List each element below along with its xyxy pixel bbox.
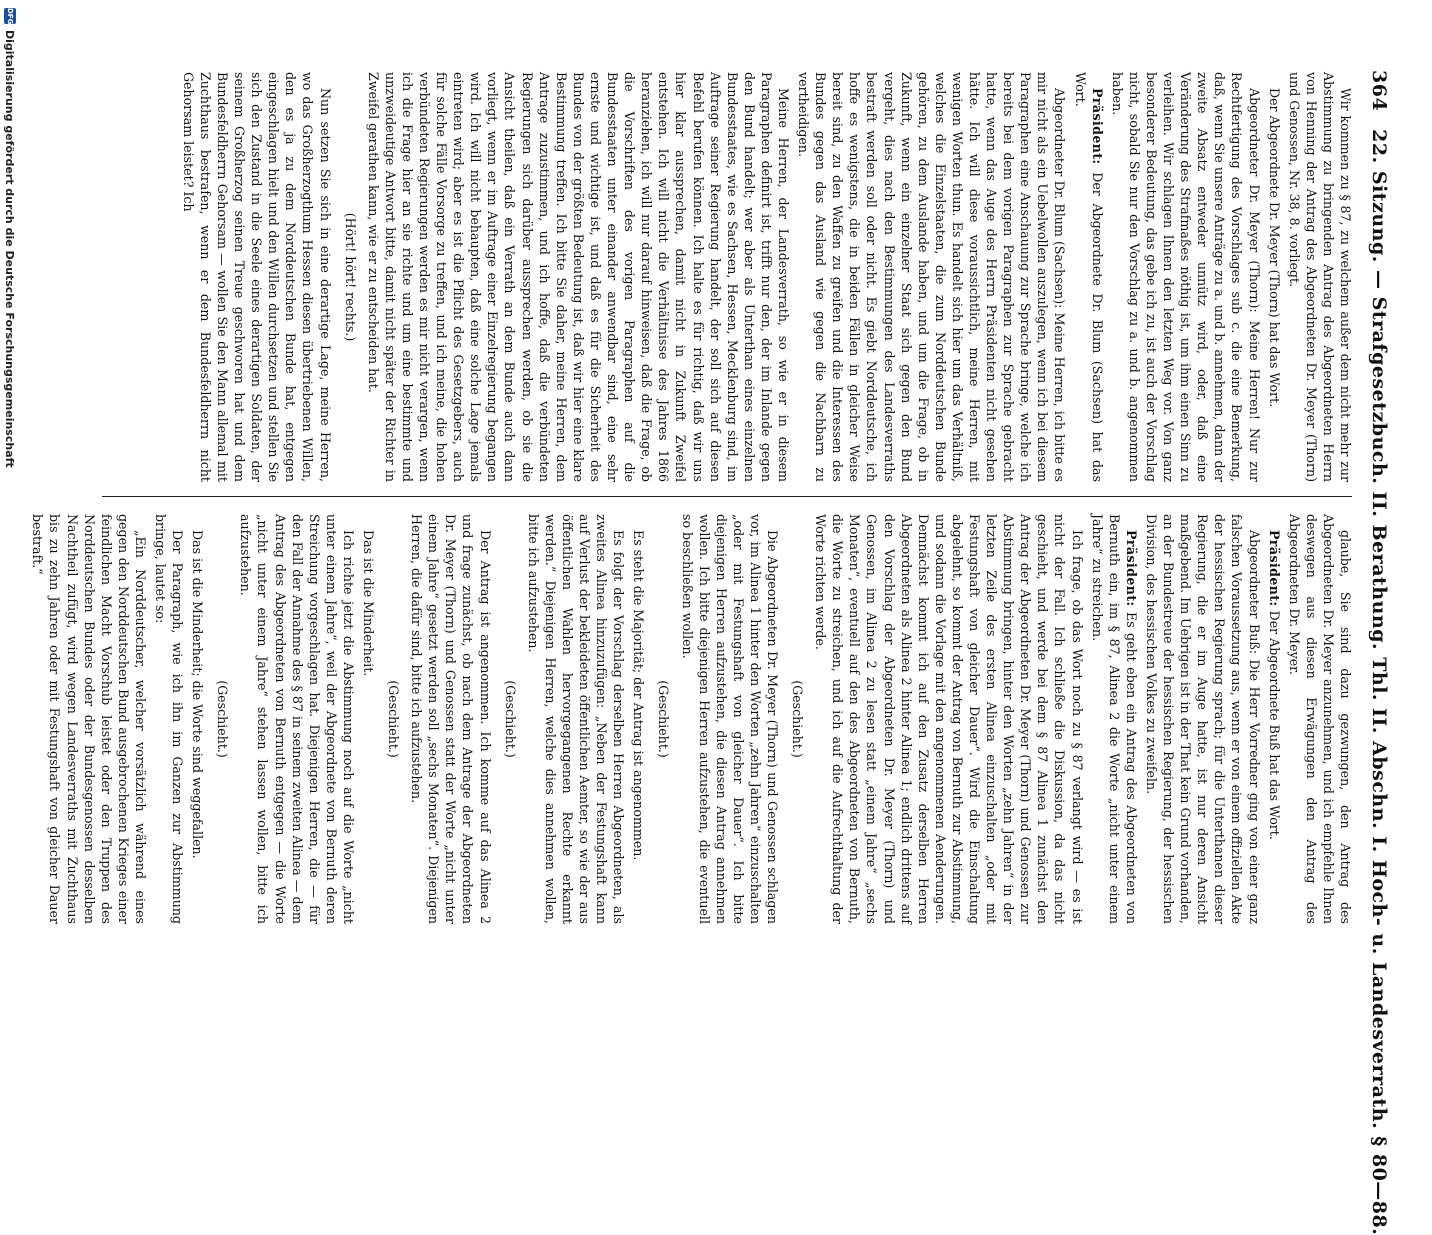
body-paragraph: Abgeordneter Buß: Die Herr Vorredner ging von einer ganz falschen Voraussetzung aus, wenn er von einem offiziellen Akte der hessischen Regierung sprach; für die Unterthanen dieser Regierung, die er im Auge hatte, ist nur deren Ansicht maßgebend. Im Uebrigen ist in der That kein Grund vorhanden, an der Bundestreue der hessischen Regierung, der hessischen Division, des hessischen Volkes zu zweifeln. [1143, 514, 1262, 924]
speaker-label: Präsident: [1089, 88, 1105, 165]
stage-direction: (Geschieht.) [790, 680, 806, 758]
body-paragraph: Ich frage, ob das Wort noch zu § 87 verlangt wird — es ist nicht der Fall. Ich schließe die Diskussion, da das nicht geschieht, und werde bei dem § 87 Alinea 1 zunächst den Antrag der Abgeordneten Dr. Meyer (Thorn) und Genossen zur Abstimmung bringen, hinter den Worten „zehn Jahren“ in der letzten Zeile des ersten Alinea einzuschalten „oder mit Festungshaft von gleicher Dauer“. Wird die Einschaltung abgelehnt, so kommt der Antrag von Bernuth zur Abstimmung, und sodann die Vorlage mit den angenommenen Aenderungen. Demnächst kommt ich auf den Zusatz derselben Herren Abgeordneten als Alinea 2 hinter Alinea 1; endlich drittens auf den Vorschlag der Abgeordneten Dr. Meyer (Thorn) und Genossen, im Alinea 2 zu lesen statt „einem Jahre“ „sechs Monaten“, eventuell auf den des Abgeordneten von Bernuth, die Worte zu streichen, und ich auf die Aufrechthaltung der Worte richten werde. [813, 514, 1085, 924]
body-paragraph: Ich richte jetzt die Abstimmung noch auf die Worte „nicht unter einem Jahre“, weil der Abgeordnete von Bernuth deren Streichung vorgeschlagen hat. Diejenigen Herren, die — für den Fall der Annahme des § 87 in seinem zweiten Alinea — dem Antrag des Abgeordneten von Bernuth entgegen — die Worte „nicht unter einem Jahre“ stehen lassen wollen, bitte ich aufzustehen. [238, 514, 356, 924]
speaker-paragraph [1072, 72, 1106, 482]
body-paragraph: Es steht die Majorität; der Antrag ist angenommen. [631, 530, 647, 861]
stage-direction: (Geschieht.) [386, 680, 402, 758]
body-paragraph: Nun setzen Sie sich in eine derartige Lage, meine Herren, wo das Großherzogthum Hessen diesen übertriebenen Willen, den es ja zu dem Norddeutschen Bunde hat, entgegen eingeschlagen hielt und den Willen durchsetzen und stellen Sie sich den Zustand in die Seele eines derartigen Soldaten, der seinem Großherzog seinen Treue geschworen hat und dem Bundesfeldherrn Gehorsam — wollen Sie den Mann allemal mit Zuchthaus bestrafen, wenn er dem Bundesfeldherrn nicht Gehorsam leistet? Ich [180, 72, 333, 482]
body-paragraph: Es folgt der Vorschlag derselben Herren Abgeordneten, als zweites Alinea hinzuzufügen: „Neben der Festungshaft kann auf Verlust der bekleideten öffentlichen Aemter, so wie der aus öffentlichen Wahlen hervorgegangenen Rechte erkannt werden.“ Diejenigen Herren, welche dies annehmen wollen, bitte ich aufzustehen. [525, 514, 627, 924]
body-paragraph: Abgeordneter Dr. Blum (Sachsen): Meine Herren, ich bitte es mir nicht als ein Uebelwollen auszulegen, wenn ich bei diesem Paragraphen eine Anschauung zur Sprache bringe, welche ich bereits bei dem vorigen Paragraphen zur Sprache gebracht hatte, wenn das Auge des Herrn Präsidenten nicht gesehen hätte. Ich will diese voraussichtlich, meine Herren, mit wenigen Worten thun. Es handelt sich hier um das Verhältniß, welches die Einzelstaaten, die zum Norddeutschen Bunde gehören, zu dem Auslande haben, und um die Frage, ob in Zukunft, wenn ein einzelner Staat sich gegen den Bund vergeht, dies nach den Bestimmungen des Landesverraths bestraft werden soll oder nicht. Es giebt Norddeutsche, ich hoffe es wenigstens, die in beiden Fällen in gleicher Weise bereit sind, zu den Waffen zu greifen und die Interessen des Bundes gegen das Ausland wie gegen die Nachbarn zu vertheidigen. [796, 72, 1068, 482]
speaker-label: Präsident: [1123, 530, 1139, 607]
page-number: 364 [1368, 70, 1390, 112]
speaker-text: Der Abgeordnete Dr. Blum (Sachsen) hat das Wort. [1072, 72, 1105, 482]
speaker-label: Präsident: [1266, 530, 1282, 607]
page-header [1364, 70, 1394, 1235]
speaker-paragraph [1089, 514, 1140, 924]
body-paragraph: „Ein Norddeutscher, welcher vorsätzlich während eines gegen den Norddeutschen Bund ausgebrochenen Krieges einer feindlichen Macht Vorschub leistet oder den Truppen des Norddeutschen Bundes oder der Bundesgenossen desselben Nachtheil zufügt, wird wegen Landesverraths mit Zuchthaus bis zu zehn Jahren oder mit Festungshaft von gleicher Dauer bestraft.“ [30, 514, 148, 924]
stage-direction: (Geschieht.) [502, 680, 518, 758]
body-paragraph: Der Abgeordnete Dr. Meyer (Thorn) hat das Wort. [1266, 88, 1282, 408]
body-paragraph: Der Antrag ist angenommen. Ich komme auf das Alinea 2 und frage zunächst, ob nach dem Antrage der Abgeordneten Dr. Meyer (Thorn) und Genossen statt der Worte „nicht unter einem Jahre“ gesetzt werden soll „sechs Monaten“. Diejenigen Herren, die dafür sind, bitte ich aufzustehen. [409, 514, 493, 924]
speaker-text: Der Abgeordnete Buß hat das Wort. [1266, 610, 1282, 840]
footer-credit: Digitalisierung gefördert durch die Deutsche Forschungsgemeinschaft [3, 30, 17, 468]
running-title: 22. Sitzung. — Strafgesetzbuch. II. Berathung. Thl. II. Abschn. I. Hoch- u. Landesverrath. § 80—88. [1368, 129, 1390, 1235]
body-paragraph: glaube, Sie sind dazu gezwungen, den Antrag des Abgeordneten Dr. Meyer anzunehmen, und ich empfehle Ihnen deswegen aus diesen Erwägungen den Antrag des Abgeordneten Dr. Meyer. [1286, 514, 1353, 924]
dfg-logo: DFG [6, 8, 14, 25]
stage-direction: (Geschieht.) [656, 680, 672, 758]
body-paragraph: Abgeordneter Dr. Meyer (Thorn): Meine Herren! Nur zur Rechtfertigung des Vorschlages sub c. die eine Bemerkung, daß, wenn Sie unsere Anträge zu a. und b. annehmen, dann der zweite Absatz entweder unnütz wird, oder, daß eine Veränderung des Strafmaßes nöthig ist, um ihm einen Sinn zu verleihen. Wir schlagen Ihnen den letzten Weg vor. Von ganz besonderer Bedeutung, das gebe ich zu, ist auch der Vorschlag nicht, sobald Sie nur den Vorschlag zu a. und b. angenommen haben. [1109, 72, 1262, 482]
stage-direction: (Hört! hört! rechts.) [342, 212, 358, 342]
speaker-paragraph [1266, 514, 1283, 924]
body-paragraph: Meine Herren, der Landesverrath, so wie er in diesem Paragraphen definirt ist, trifft nur den, der im Inlande gegen den Bund handelt; wer aber als Unterthan eines einzelnen Bundesstaates, wie es Sachsen, Hessen, Mecklenburg sind, im Auftrage seiner Regierung handelt, der soll sich auf diesen Befehl berufen können. Ich halte es für richtig, daß wir uns hier klar aussprechen, damit nicht in Zukunft Zweifel entstehen. Ich will nicht die Verhältnisse des Jahres 1866 heranziehen, ich will nur darauf hinweisen, daß die Frage, ob die Vorschriften des vorigen Paragraphen auf die Bundesstaaten unter einander anwendbar sind, eine sehr ernste und wichtige ist, und daß es für die Sicherheit des Bundes von der größten Bedeutung ist, daß wir hier eine klare Bestimmung treffen. Ich bitte Sie daher, meine Herren, dem Antrage zuzustimmen, und ich hoffe, daß die verbündeten Regierungen sich darüber aussprechen werden, ob sie die Ansicht theilen, daß ein Verrath an dem Bunde auch dann vorliegt, wenn er im Auftrage einer Einzelregierung begangen wird. Ich will nicht behaupten, daß eine solche Lage jemals eintreten wird; aber es ist die Pflicht des Gesetzgebers, auch für solche Fälle Vorsorge zu treffen, und ich meine, die hohen verbündeten Regierungen werden es mir nicht verargen, wenn ich die Frage hier an sie richte und um eine bestimmte und unzweideutige Antwort bitte, damit nicht später der Richter in Zweifel gerathen kann, wie er zu entscheiden hat. [365, 72, 791, 482]
footer-bar [0, 0, 20, 1000]
body-paragraph: Die Abgeordneten Dr. Meyer (Thorn) und Genossen schlagen vor, im Alinea 1 hinter den Worten „zehn Jahren“ einzuschalten „oder mit Festungshaft von gleicher Dauer“. Ich bitte diejenigen Herren aufzustehen, die diesen Antrag annehmen wollen. Ich bitte diejenigen Herren aufzustehen, die eventuell so beschließen wollen. [679, 514, 780, 924]
body-paragraph: Das ist die Minderheit. [361, 530, 377, 677]
body-paragraph: Der Paragraph, wie ich ihn im Ganzen zur Abstimmung bringe, lautet so: [153, 514, 186, 924]
left-column [84, 72, 1354, 482]
right-column [30, 514, 1354, 924]
speaker-text: Es geht eben ein Antrag des Abgeordneten von Bernuth ein, im § 87, Alinea 2 die Worte „nicht unter einem Jahre“ zu streichen. [1089, 514, 1139, 924]
body-paragraph: Das ist die Minderheit; die Worte sind weggefallen. [190, 530, 206, 859]
column-divider [102, 496, 1352, 497]
stage-direction: (Geschieht.) [215, 680, 231, 758]
body-paragraph: Wir kommen zu § 87, zu welchem außer dem nicht mehr zur Abstimmung zu bringenden Antrag des Abgeordneten Herrn von Henning der Antrag des Abgeordneten Dr. Meyer (Thorn) und Genossen, Nr. 38, 8. vorliegt. [1286, 72, 1353, 482]
